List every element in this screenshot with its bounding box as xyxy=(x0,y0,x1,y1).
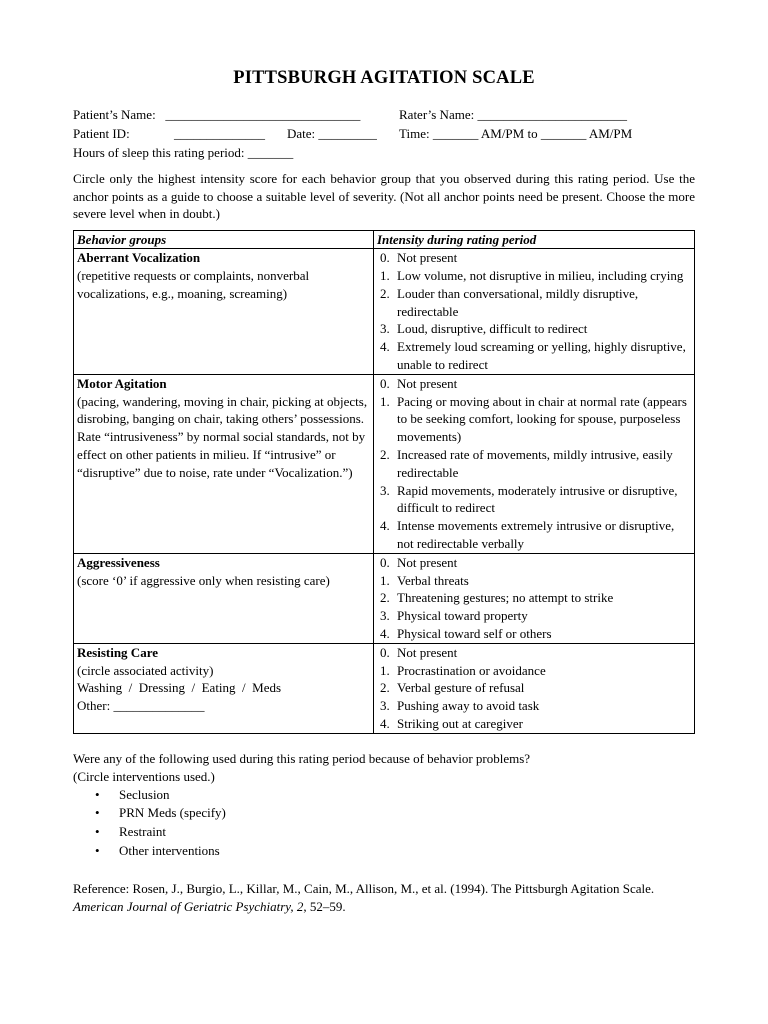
reference-pages: , 52–59. xyxy=(303,898,346,914)
intensity-level-number: 4. xyxy=(380,626,390,642)
intensity-level-option[interactable] xyxy=(377,572,691,590)
interventions-question xyxy=(73,750,695,786)
intensity-level-number: 1. xyxy=(380,662,390,678)
bullet-icon: • xyxy=(95,824,100,839)
col-header-intensity: Intensity during rating period xyxy=(374,230,695,249)
intervention-label: Seclusion xyxy=(119,786,170,802)
intensity-level-text: Threatening gestures; no attempt to strike xyxy=(397,590,614,606)
intensity-level-option[interactable] xyxy=(377,715,691,733)
table-row xyxy=(74,249,695,375)
behavior-group-description: (circle associated activity) xyxy=(77,662,214,678)
header-row-sleep xyxy=(73,143,695,162)
intervention-item[interactable] xyxy=(95,804,695,823)
intensity-level-option[interactable] xyxy=(377,554,691,572)
intensity-level-number: 2. xyxy=(380,447,390,463)
behavior-group-name: Aggressiveness xyxy=(77,554,160,570)
behavior-group-cell xyxy=(74,374,374,553)
intensity-level-text: Striking out at caregiver xyxy=(397,716,523,732)
intensity-level-number: 2. xyxy=(380,680,390,696)
bullet-icon: • xyxy=(95,842,100,858)
intervention-item[interactable] xyxy=(95,842,695,861)
intensity-level-text: Physical toward property xyxy=(397,608,528,624)
intervention-label: PRN Meds (specify) xyxy=(119,805,226,821)
reference-text: Reference: Rosen, J., Burgio, L., Killar, M., Cain, M., Allison, M., et al. (1994). The Pittsburgh Agitation Scale. xyxy=(73,881,655,897)
behavior-group-description: (pacing, wandering, moving in chair, picking at objects, disrobing, banging on chair, taking others’ possessions. Rate “intrusiveness” by normal social standards, not by effect on other patients in milieu. If “intrusive” or “disruptive” due to noise, rate under “Vocalization.”) xyxy=(77,393,368,480)
intensity-level-number: 1. xyxy=(380,393,390,409)
table-body xyxy=(74,249,695,734)
intensity-level-number: 3. xyxy=(380,482,390,498)
intensity-level-option[interactable] xyxy=(377,320,691,338)
resisting-care-activities[interactable]: Washing / Dressing / Eating / Meds xyxy=(77,680,282,696)
intensity-level-text: Not present xyxy=(397,250,458,266)
intensity-level-text: Pacing or moving about in chair at normal rate (appears to be seeking comfort, looking for spouse, purposeless movements) xyxy=(397,393,687,445)
time-field[interactable]: Time: _______ AM/PM to _______ AM/PM xyxy=(399,126,633,141)
reference-journal: American Journal of Geriatric Psychiatry, 2 xyxy=(73,898,304,914)
behavior-group-cell xyxy=(74,553,374,643)
behavior-group-name: Aberrant Vocalization xyxy=(77,250,201,266)
sleep-hours-field[interactable]: Hours of sleep this rating period: _______ xyxy=(73,145,294,160)
table-row xyxy=(74,553,695,643)
intensity-level-text: Low volume, not disruptive in milieu, including crying xyxy=(397,268,684,284)
behavior-group-description: (score ‘0’ if aggressive only when resisting care) xyxy=(77,572,330,588)
intensity-level-number: 3. xyxy=(380,321,390,337)
intensity-level-number: 1. xyxy=(380,572,390,588)
intensity-level-number: 1. xyxy=(380,268,390,284)
col-header-behavior-groups: Behavior groups xyxy=(74,230,374,249)
intensity-level-text: Extremely loud screaming or yelling, highly disruptive, unable to redirect xyxy=(397,339,686,373)
intensity-level-option[interactable] xyxy=(377,697,691,715)
form-title: PITTSBURGH AGITATION SCALE xyxy=(233,68,535,88)
behavior-group-description: (repetitive requests or complaints, nonverbal vocalizations, e.g., moaning, screaming) xyxy=(77,268,310,301)
intensity-level-option[interactable] xyxy=(377,446,691,482)
question-note: (Circle interventions used.) xyxy=(73,768,215,784)
intensity-levels-list xyxy=(377,249,691,374)
form-page xyxy=(73,68,695,915)
intensity-level-option[interactable] xyxy=(377,375,691,393)
intensity-level-text: Pushing away to avoid task xyxy=(397,698,540,714)
intensity-level-number: 3. xyxy=(380,698,390,714)
intensity-level-number: 4. xyxy=(380,518,390,534)
question-text: Were any of the following used during this rating period because of behavior problems? xyxy=(73,750,531,766)
intensity-level-option[interactable] xyxy=(377,482,691,518)
intensity-level-option[interactable] xyxy=(377,393,691,446)
intensity-level-number: 0. xyxy=(380,375,390,391)
intensity-level-number: 4. xyxy=(380,339,390,355)
rater-name-field[interactable]: Rater’s Name: _______________________ xyxy=(399,107,627,122)
intensity-level-text: Intense movements extremely intrusive or disruptive, not redirectable verbally xyxy=(397,518,675,552)
intensity-level-option[interactable] xyxy=(377,662,691,680)
intensity-level-option[interactable] xyxy=(377,249,691,267)
intensity-level-number: 4. xyxy=(380,716,390,732)
header-row-names xyxy=(73,105,695,124)
intensity-level-text: Not present xyxy=(397,554,458,570)
intensity-levels-list xyxy=(377,554,691,643)
intensity-level-option[interactable] xyxy=(377,267,691,285)
interventions-list xyxy=(73,786,695,860)
intensity-level-option[interactable] xyxy=(377,517,691,553)
intensity-level-text: Loud, disruptive, difficult to redirect xyxy=(397,321,588,337)
intensity-level-option[interactable] xyxy=(377,625,691,643)
intensity-level-option[interactable] xyxy=(377,285,691,321)
intensity-level-option[interactable] xyxy=(377,679,691,697)
intervention-item[interactable] xyxy=(95,823,695,842)
agitation-table xyxy=(73,230,695,734)
intensity-level-text: Louder than conversational, mildly disruptive, redirectable xyxy=(397,285,639,319)
header-row-id xyxy=(73,124,695,143)
bullet-icon: • xyxy=(95,786,100,802)
intensity-level-option[interactable] xyxy=(377,589,691,607)
intensity-level-text: Verbal gesture of refusal xyxy=(397,680,525,696)
intensity-level-text: Verbal threats xyxy=(397,572,469,588)
resisting-care-other-field[interactable]: Other: ______________ xyxy=(77,698,205,714)
intensity-levels-cell xyxy=(374,643,695,733)
intensity-level-number: 0. xyxy=(380,644,390,660)
behavior-group-name: Resisting Care xyxy=(77,644,159,660)
intensity-levels-cell xyxy=(374,249,695,375)
intensity-level-option[interactable] xyxy=(377,607,691,625)
patient-id-label: Patient ID: xyxy=(73,126,130,141)
table-row xyxy=(74,643,695,733)
intensity-level-text: Physical toward self or others xyxy=(397,626,552,642)
behavior-group-cell xyxy=(74,249,374,375)
behavior-group-name: Motor Agitation xyxy=(77,375,167,391)
intensity-level-number: 2. xyxy=(380,285,390,301)
intensity-level-number: 3. xyxy=(380,608,390,624)
intensity-levels-list xyxy=(377,644,691,733)
behavior-group-cell xyxy=(74,643,374,733)
intensity-level-text: Increased rate of movements, mildly intrusive, easily redirectable xyxy=(397,447,673,480)
intensity-level-option[interactable] xyxy=(377,338,691,374)
reference xyxy=(73,880,695,915)
intensity-level-text: Rapid movements, moderately intrusive or disruptive, difficult to redirect xyxy=(397,482,678,516)
intensity-levels-cell xyxy=(374,374,695,553)
intensity-level-text: Procrastination or avoidance xyxy=(397,662,546,678)
date-field[interactable]: Date: _________ xyxy=(287,126,377,141)
intervention-item[interactable] xyxy=(95,786,695,805)
intensity-levels-cell xyxy=(374,553,695,643)
intensity-level-option[interactable] xyxy=(377,644,691,662)
intensity-level-number: 2. xyxy=(380,590,390,606)
intervention-label: Restraint xyxy=(119,824,166,839)
intensity-level-number: 0. xyxy=(380,554,390,570)
instructions: Circle only the highest intensity score for each behavior group that you observed during this rating period. Use the anchor points as a guide to choose a suitable level of severity. (Not all anchor points need be present. Choose the more severe level when in doubt.) xyxy=(73,171,695,221)
intensity-level-number: 0. xyxy=(380,250,390,266)
intensity-levels-list xyxy=(377,375,691,553)
intensity-level-text: Not present xyxy=(397,644,458,660)
table-header-row xyxy=(74,230,695,249)
intervention-label: Other interventions xyxy=(119,842,220,858)
bullet-icon: • xyxy=(95,805,100,821)
table-row xyxy=(74,374,695,553)
intensity-level-text: Not present xyxy=(397,375,458,391)
patient-name-field[interactable]: Patient’s Name: ______________________________ xyxy=(73,107,361,122)
patient-id-field[interactable]: ______________ xyxy=(174,126,265,141)
